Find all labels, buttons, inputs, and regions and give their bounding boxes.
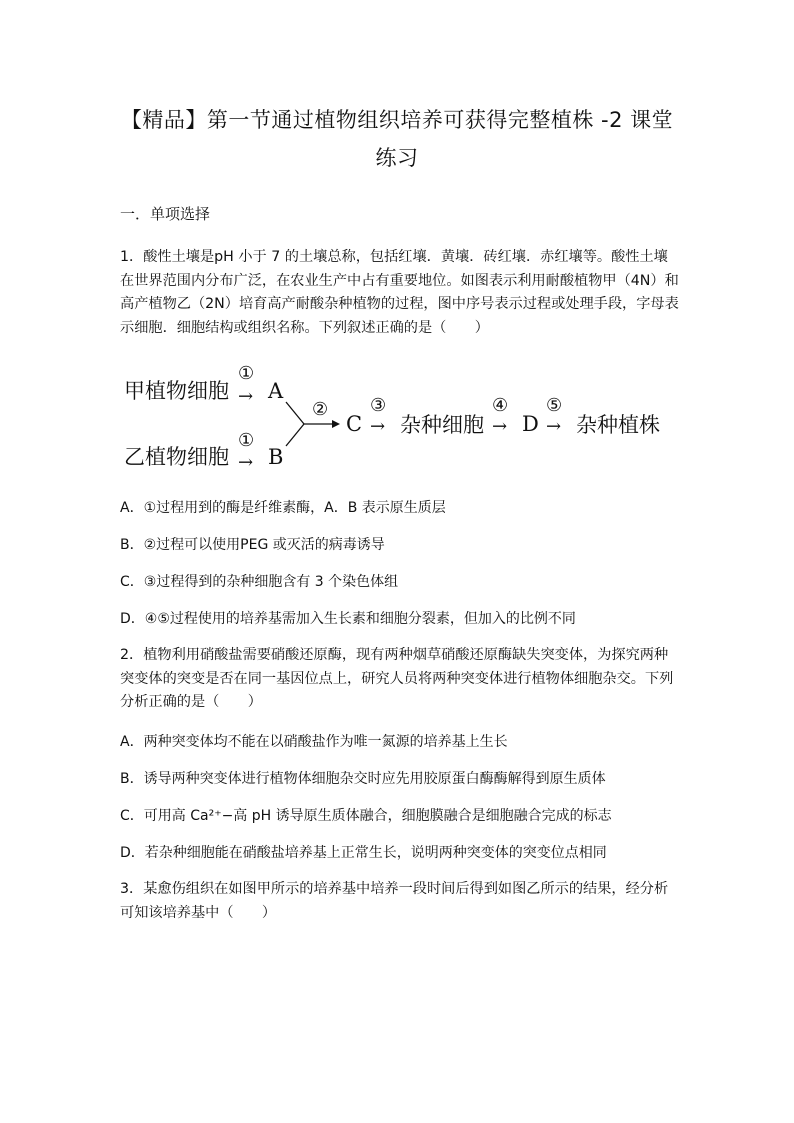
diagram-arrow-3: → xyxy=(370,416,386,437)
question-2-text: 2．植物利用硝酸盐需要硝酸还原酶，现有两种烟草硝酸还原酶缺失突变体，为探究两种突变体的突变是否在同一基因位点上，研究人员将两种突变体进行植物体细胞杂交。下列分析正确的是（ ） xyxy=(120,647,674,710)
diagram-label-b: B xyxy=(268,445,284,469)
question-2-option-c: C．可用高 Ca²⁺−高 pH 诱导原生质体融合，细胞膜融合是细胞融合完成的标志 xyxy=(120,808,612,824)
title-line-1: 【精品】第一节通过植物组织培养可获得完整植株 -2 课堂 xyxy=(120,108,674,132)
question-1-text: 1．酸性土壤是pH 小于 7 的土壤总称，包括红壤．黄壤．砖红壤．赤红壤等。酸性土壤在世界范围内分布广泛，在农业生产中占有重要地位。如图表示利用耐酸植物甲（4N）和高产植物乙（2N）培育高产耐酸杂种植物的过程，图中序号表示过程或处理手段，字母表示细胞．细胞结构或组织名称。下列叙述正确的是（ ） xyxy=(120,249,679,336)
hybridization-flow-diagram xyxy=(120,360,680,475)
diagram-step-2: ② xyxy=(312,399,329,420)
diagram-step-5: ⑤ xyxy=(546,395,563,416)
diagram-step-4: ④ xyxy=(492,395,509,416)
diagram-arrow-1-top: → xyxy=(238,386,254,407)
question-2-option-d: D．若杂种细胞能在硝酸盐培养基上正常生长，说明两种突变体的突变位点相同 xyxy=(120,845,607,861)
diagram-merge-line-bottom xyxy=(286,424,304,446)
question-1-option-d: D．④⑤过程使用的培养基需加入生长素和细胞分裂素，但加入的比例不同 xyxy=(120,611,576,627)
diagram-label-c: C xyxy=(346,412,363,436)
diagram-merge-line-top xyxy=(286,402,304,424)
diagram-merge-arrowhead xyxy=(332,420,340,428)
question-1-option-a: A．①过程用到的酶是纤维素酶，A．B 表示原生质层 xyxy=(120,500,446,516)
diagram-cell-yi: 乙植物细胞 xyxy=(124,445,229,469)
question-2-option-b: B．诱导两种突变体进行植物体细胞杂交时应先用胶原蛋白酶酶解得到原生质体 xyxy=(120,771,606,787)
diagram-label-d: D xyxy=(522,412,539,436)
diagram-step-1-bottom: ① xyxy=(238,430,255,451)
diagram-arrow-5: → xyxy=(546,416,562,437)
document-title xyxy=(0,104,794,174)
diagram-arrow-4: → xyxy=(492,416,508,437)
title-line-2: 练习 xyxy=(375,146,419,170)
question-1-option-b: B．②过程可以使用PEG 或灭活的病毒诱导 xyxy=(120,537,385,553)
question-3-text: 3．某愈伤组织在如图甲所示的培养基中培养一段时间后得到如图乙所示的结果，经分析可知该培养基中（ ） xyxy=(120,881,669,921)
diagram-label-a: A xyxy=(268,379,284,403)
diagram-arrow-1-bottom: → xyxy=(238,452,254,473)
diagram-hybrid-plant: 杂种植株 xyxy=(576,413,660,437)
question-2-option-a: A．两种突变体均不能在以硝酸盐作为唯一氮源的培养基上生长 xyxy=(120,734,508,750)
section-heading: 一．单项选择 xyxy=(120,205,211,223)
question-1-option-c: C．③过程得到的杂种细胞含有 3 个染色体组 xyxy=(120,574,399,590)
diagram-step-3: ③ xyxy=(370,395,387,416)
diagram-step-1-top: ① xyxy=(238,363,255,384)
diagram-cell-jia: 甲植物细胞 xyxy=(124,379,229,403)
diagram-hybrid-cell: 杂种细胞 xyxy=(400,413,484,437)
